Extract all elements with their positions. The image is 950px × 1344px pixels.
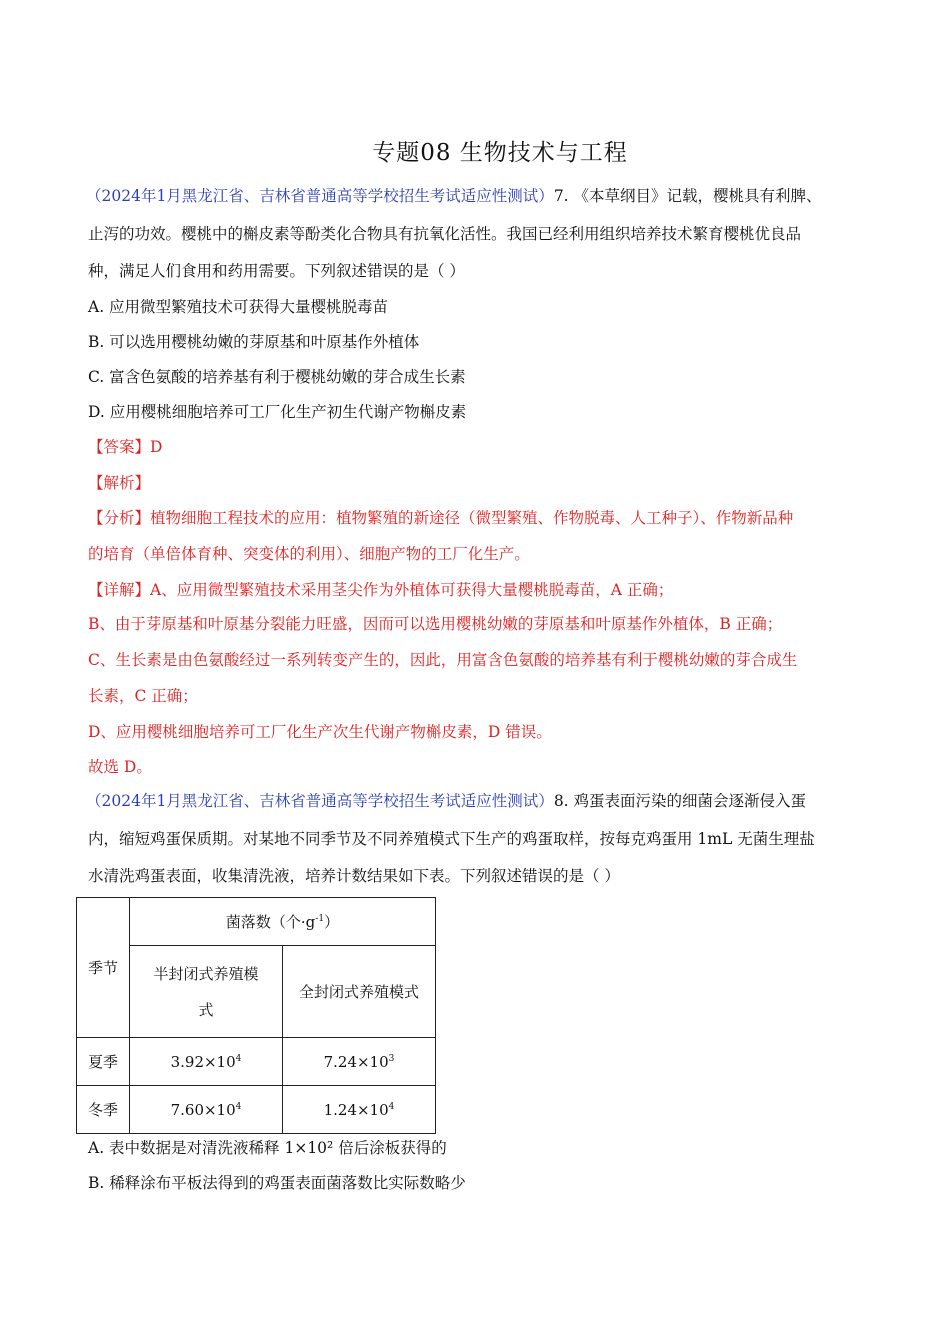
- half-closed-value: $3.92\times 10^4$: [130, 1038, 283, 1086]
- season-header: 季节: [77, 898, 130, 1038]
- q7-option-b: B. 可以选用樱桃幼嫩的芽原基和叶原基作外植体: [88, 333, 420, 351]
- q7-option-a: A. 应用微型繁殖技术可获得大量樱桃脱毒苗: [88, 298, 389, 316]
- q8-stem-line-1: [86, 791, 806, 811]
- xiangjie-line-d: D、应用樱桃细胞培养可工厂化生产次生代谢产物槲皮素，D 错误。: [88, 723, 552, 741]
- q7-stem-line-1: [86, 186, 822, 206]
- xiangjie-line-c2: 长素，C 正确；: [88, 687, 198, 705]
- q8-source: （2024年1月黑龙江省、吉林省普通高等学校招生考试适应性测试）: [86, 792, 554, 810]
- q7-source: （2024年1月黑龙江省、吉林省普通高等学校招生考试适应性测试）: [86, 187, 554, 205]
- table-row: [77, 1086, 436, 1134]
- q8-stem-line-2: 内，缩短鸡蛋保质期。对某地不同季节及不同养殖模式下生产的鸡蛋取样，按每克鸡蛋用 1mL 无菌生理盐: [88, 830, 815, 848]
- q7-option-c: C. 富含色氨酸的培养基有利于樱桃幼嫩的芽合成生长素: [88, 368, 466, 386]
- fenxi-line-2: 的培育（单倍体育种、突变体的利用）、细胞产物的工厂化生产。: [88, 545, 530, 563]
- page-title: 专题08 生物技术与工程: [372, 140, 628, 166]
- q8-option-a: A. 表中数据是对清洗液稀释 1×10² 倍后涂板获得的: [88, 1139, 447, 1157]
- fenxi-label: 【分析】: [88, 509, 151, 527]
- season-cell: 夏季: [77, 1038, 130, 1086]
- answer-value: D: [150, 438, 163, 456]
- fully-closed-value: $1.24\times 10^4$: [283, 1086, 436, 1134]
- table-row: [77, 1038, 436, 1086]
- q7-stem-line-3: 种，满足人们食用和药用需要。下列叙述错误的是（ ）: [88, 262, 465, 280]
- answer-label: 【答案】: [88, 438, 151, 456]
- half-closed-value: $7.60\times 10^4$: [130, 1086, 283, 1134]
- colony-count-table: [76, 897, 436, 1134]
- season-cell: 冬季: [77, 1086, 130, 1134]
- q7-stem-start: 7. 《本草纲目》记载，樱桃具有利脾、: [553, 187, 822, 205]
- mode-fully-closed-header: 全封闭式养殖模式: [283, 946, 436, 1038]
- xiangjie-label: 【详解】: [88, 581, 151, 599]
- analysis-label: 【解析】: [88, 474, 151, 492]
- conclusion-line: 故选 D。: [88, 758, 152, 776]
- q8-option-b: B. 稀释涂布平板法得到的鸡蛋表面菌落数比实际数略少: [88, 1174, 466, 1192]
- xiangjie-line-a: [88, 580, 673, 600]
- q8-stem-start: 8. 鸡蛋表面污染的细菌会逐渐侵入蛋: [553, 792, 807, 810]
- q7-stem-line-2: 止泻的功效。樱桃中的槲皮素等酚类化合物具有抗氧化活性。我国已经利用组织培养技术繁育樱桃优良品: [88, 225, 802, 243]
- fenxi-line-1: [88, 508, 793, 528]
- mode-half-closed-header: 半封闭式养殖模 式: [130, 946, 283, 1038]
- fully-closed-value: $7.24\times 10^3$: [283, 1038, 436, 1086]
- fenxi-text-1: 植物细胞工程技术的应用：植物繁殖的新途径（微型繁殖、作物脱毒、人工种子）、作物新品种: [150, 509, 794, 527]
- xiangjie-line-b: B、由于芽原基和叶原基分裂能力旺盛，因而可以选用樱桃幼嫩的芽原基和叶原基作外植体，B 正确；: [88, 615, 783, 633]
- q7-option-d: D. 应用樱桃细胞培养可工厂化生产初生代谢产物槲皮素: [88, 403, 467, 421]
- q8-stem-line-3: 水清洗鸡蛋表面，收集清洗液，培养计数结果如下表。下列叙述错误的是（ ）: [88, 867, 620, 885]
- xiangjie-line-c1: C、生长素是由色氨酸经过一系列转变产生的，因此，用富含色氨酸的培养基有利于樱桃幼嫩的芽合成生: [88, 651, 798, 669]
- colony-header: 菌落数（个$\cdot g^{-1}$）: [130, 898, 436, 946]
- q7-answer-line: [88, 437, 162, 457]
- xiangjie-text-a: A、应用微型繁殖技术采用茎尖作为外植体可获得大量樱桃脱毒苗，A 正确；: [150, 581, 674, 599]
